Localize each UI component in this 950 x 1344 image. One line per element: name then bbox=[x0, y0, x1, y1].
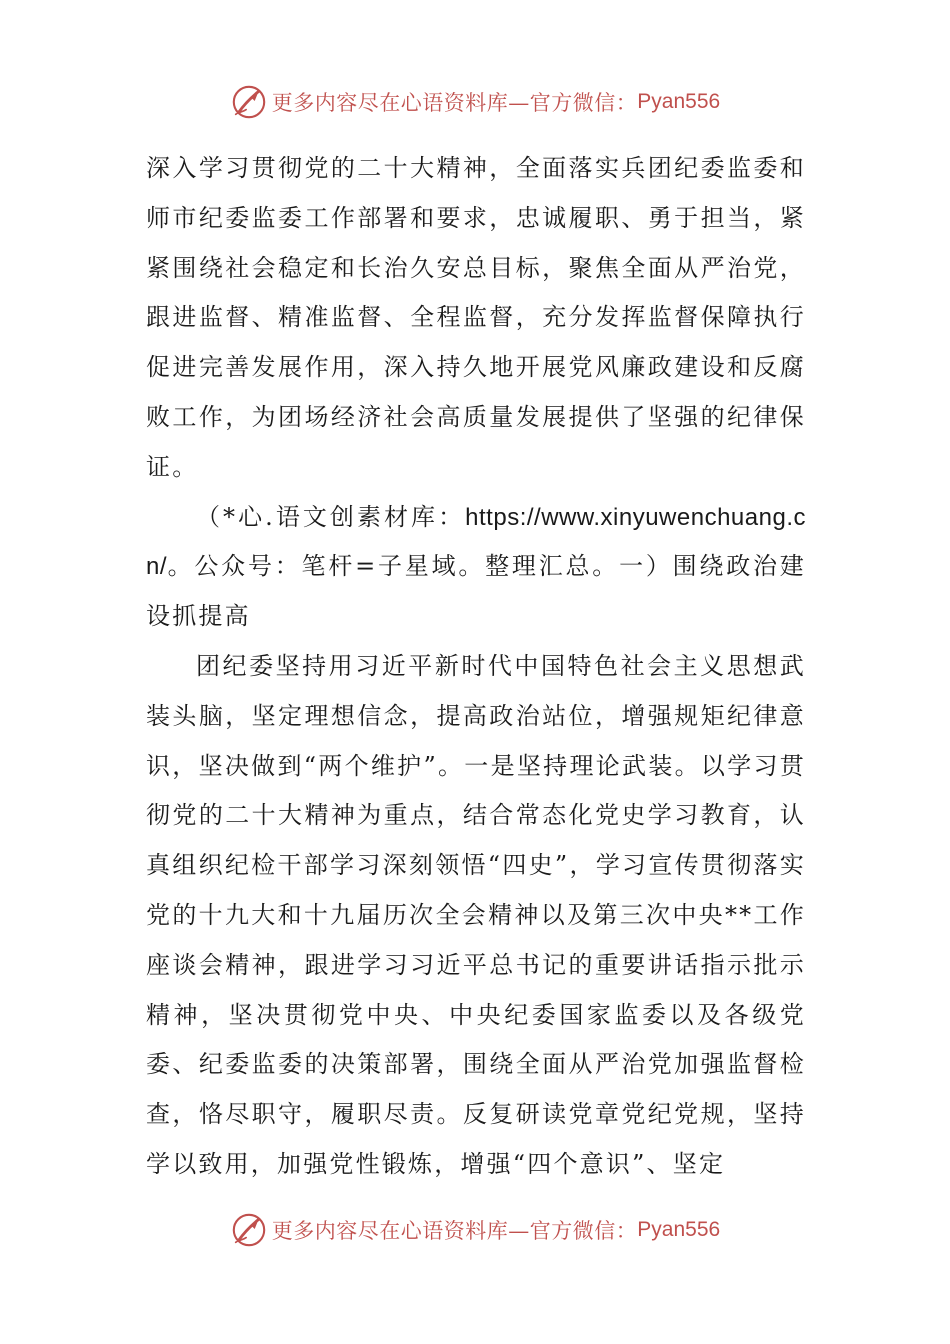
footer-banner bbox=[0, 1208, 950, 1252]
paragraph-2-suffix: 。公众号：笔杆=子星域。整理汇总。一）围绕政治建设抓提高 bbox=[146, 552, 806, 631]
pen-nib-logo-icon bbox=[230, 83, 268, 121]
paragraph-2-prefix: （*心.语文创素材库： bbox=[196, 502, 466, 531]
banner-wechat-id: Pyan556 bbox=[637, 1218, 721, 1241]
banner-text: 更多内容尽在心语资料库—官方微信： bbox=[271, 1219, 638, 1243]
source-url: https://www.xinyuwenchuang.cn/ bbox=[146, 503, 806, 581]
banner-text: 更多内容尽在心语资料库—官方微信： bbox=[271, 91, 638, 115]
paragraph-2 bbox=[146, 493, 806, 642]
banner-wechat-id: Pyan556 bbox=[637, 90, 721, 113]
header-banner bbox=[0, 80, 950, 124]
paragraph-1: 深入学习贯彻党的二十大精神，全面落实兵团纪委监委和师市纪委监委工作部署和要求，忠诚履职、勇于担当，紧紧围绕社会稳定和长治久安总目标，聚焦全面从严治党，跟进监督、精准监督、全程监督，充分发挥监督保障执行促进完善发展作用，深入持久地开展党风廉政建设和反腐败工作，为团场经济社会高质量发展提供了坚强的纪律保证。 bbox=[146, 154, 806, 481]
document-body bbox=[146, 144, 806, 1190]
pen-nib-logo-icon bbox=[230, 1211, 268, 1249]
paragraph-3: 团纪委坚持用习近平新时代中国特色社会主义思想武装头脑，坚定理想信念，提高政治站位，增强规矩纪律意识，坚决做到“两个维护”。一是坚持理论武装。以学习贯彻党的二十大精神为重点，结合常态化党史学习教育，认真组织纪检干部学习深刻领悟“四史”，学习宣传贯彻落实党的十九大和十九届历次全会精神以及第三次中央**工作座谈会精神，跟进学习习近平总书记的重要讲话指示批示精神，坚决贯彻党中央、中央纪委国家监委以及各级党委、纪委监委的决策部署，围绕全面从严治党加强监督检查，恪尽职守，履职尽责。反复研读党章党纪党规，坚持学以致用，加强党性锻炼，增强“四个意识”、坚定 bbox=[146, 651, 806, 1178]
